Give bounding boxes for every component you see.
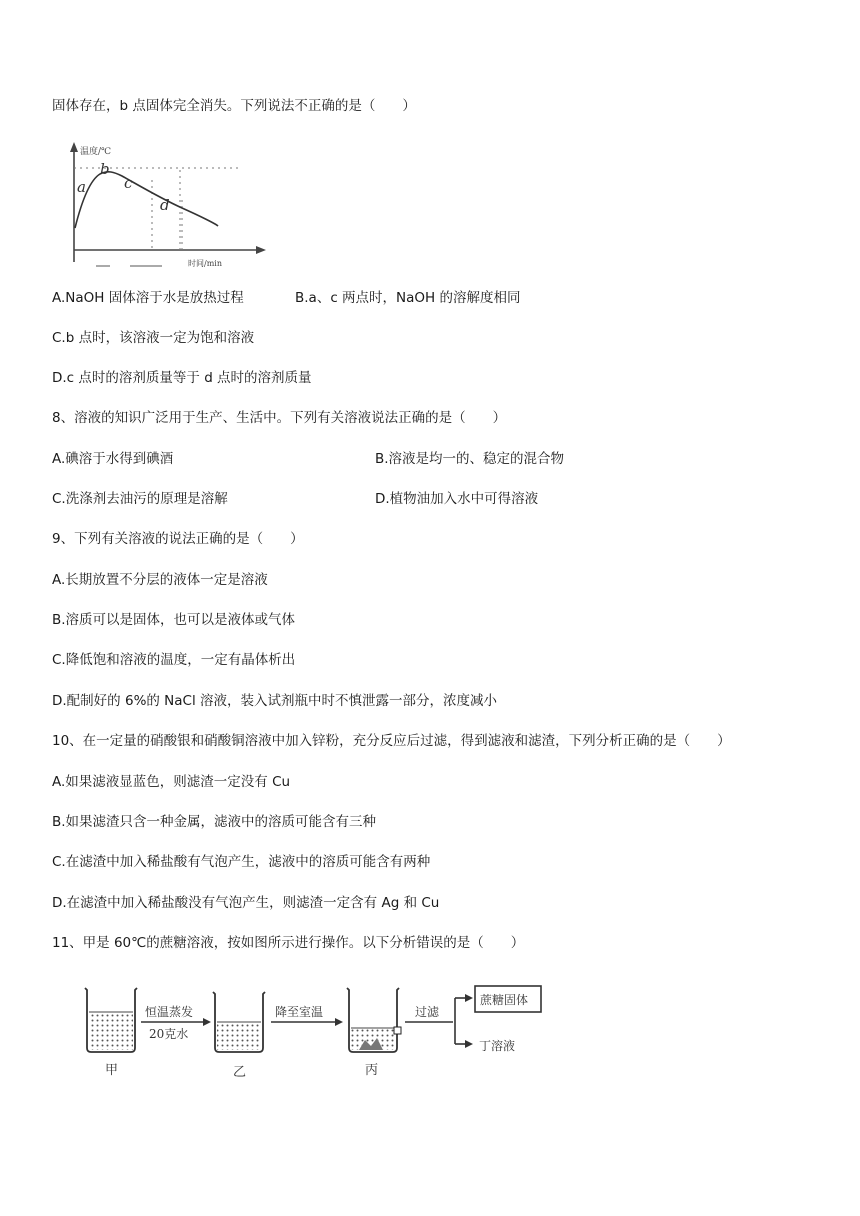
beaker-bing-label: 丙 [365, 1063, 379, 1078]
q10-option-b: B.如果滤渣只含一种金属，滤液中的溶质可能含有三种 [52, 814, 377, 830]
q8-option-a: A.碘溶于水得到碘酒 [52, 451, 174, 467]
arrow3-label: 过滤 [415, 1005, 440, 1019]
q10-stem: 10、在一定量的硝酸银和硝酸铜溶液中加入锌粉，充分反应后过滤，得到滤液和滤渣，下列分析正确的是（ ） [52, 733, 731, 749]
q11-stem: 11、甲是 60℃的蔗糖溶液，按如图所示进行操作。以下分析错误的是（ ） [52, 935, 525, 951]
beaker-yi [213, 992, 265, 1052]
q8-option-c: C.洗涤剂去油污的原理是溶解 [52, 491, 228, 507]
q7-option-b: B.a、c 两点时，NaOH 的溶解度相同 [295, 290, 521, 306]
q7-option-d: D.c 点时的溶剂质量等于 d 点时的溶剂质量 [52, 370, 312, 386]
graph-point-b: b [100, 160, 110, 178]
arrow2-label: 降至室温 [275, 1005, 324, 1019]
filtrate-label: 丁溶液 [479, 1039, 516, 1053]
q8-option-d: D.植物油加入水中可得溶液 [375, 491, 539, 507]
q10-option-a: A.如果滤液显蓝色，则滤渣一定没有 Cu [52, 774, 291, 790]
beaker-yi-label: 乙 [233, 1065, 247, 1080]
q7-option-a: A.NaOH 固体溶于水是放热过程 [52, 290, 244, 306]
q7-stem-tail: 固体存在，b 点固体完全消失。下列说法不正确的是（ ） [52, 98, 416, 114]
q9-option-a: A.长期放置不分层的液体一定是溶液 [52, 572, 268, 588]
beaker-jia-label: 甲 [105, 1063, 119, 1078]
q9-stem: 9、下列有关溶液的说法正确的是（ ） [52, 531, 304, 547]
q10-option-c: C.在滤渣中加入稀盐酸有气泡产生，滤液中的溶质可能含有两种 [52, 854, 431, 870]
graph-point-d: d [160, 196, 170, 214]
beaker-bing [347, 988, 401, 1052]
arrow1-top-label: 恒温蒸发 [145, 1005, 194, 1019]
q9-option-c: C.降低饱和溶液的温度，一定有晶体析出 [52, 652, 296, 668]
q10-option-d: D.在滤渣中加入稀盐酸没有气泡产生，则滤渣一定含有 Ag 和 Cu [52, 895, 440, 911]
solid-label: 蔗糖固体 [480, 993, 529, 1007]
temperature-time-graph [60, 140, 270, 272]
arrow1-bottom-label: 20克水 [149, 1027, 189, 1041]
graph-xlabel: 时间/min [188, 259, 222, 268]
graph-ylabel: 温度/℃ [80, 147, 112, 157]
q9-option-d: D.配制好的 6%的 NaCl 溶液，装入试剂瓶中时不慎泄露一部分，浓度减小 [52, 693, 498, 709]
graph-point-a: a [77, 178, 86, 196]
q8-option-b: B.溶液是均一的、稳定的混合物 [375, 451, 565, 467]
q9-option-b: B.溶质可以是固体，也可以是液体或气体 [52, 612, 296, 628]
sugar-solution-process-diagram [75, 978, 555, 1084]
q8-stem: 8、溶液的知识广泛用于生产、生活中。下列有关溶液说法正确的是（ ） [52, 410, 507, 426]
beaker-jia [85, 988, 137, 1052]
q7-option-c: C.b 点时，该溶液一定为饱和溶液 [52, 330, 255, 346]
graph-point-c: c [124, 174, 133, 192]
